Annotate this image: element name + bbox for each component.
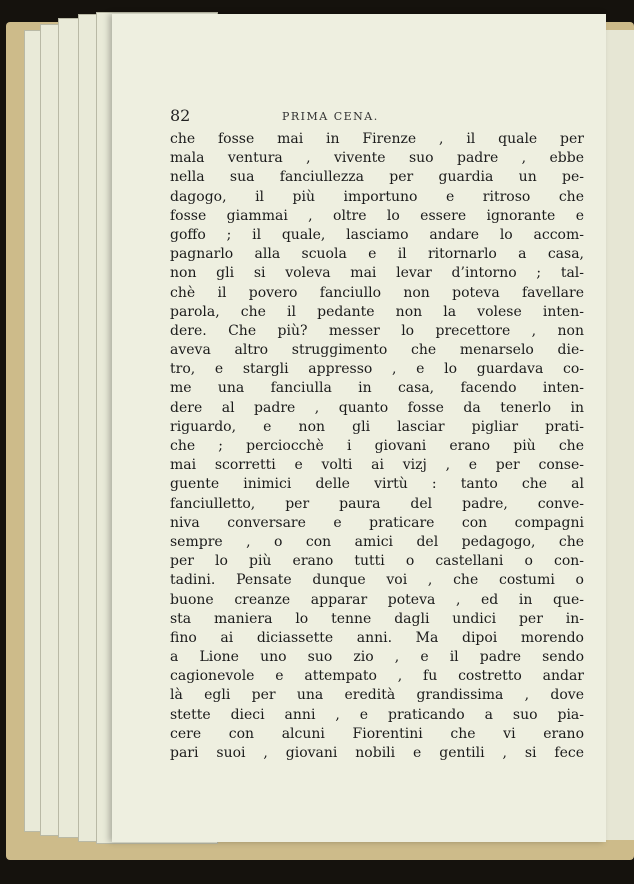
text-line: stette dieci anni , e praticando a suo pia-	[170, 706, 584, 723]
text-line: non gli si voleva mai levar d’intorno ; tal-	[170, 265, 584, 282]
text-line: cere con alcuni Fiorentini che vi erano	[170, 725, 584, 742]
text-line: parola, che il pedante non la volese inten-	[170, 303, 584, 320]
text-line: buone creanze apparar poteva , ed in que-	[170, 591, 584, 608]
text-line: mala ventura , vivente suo padre , ebbe	[170, 150, 584, 167]
text-line: fanciulletto, per paura del padre, conve-	[170, 495, 584, 512]
running-title: PRIMA CENA.	[282, 110, 379, 123]
text-line: pagnarlo alla scuola e il ritornarlo a casa,	[170, 246, 584, 263]
text-line: che ; perciocchè i giovani erano più che	[170, 438, 584, 454]
text-line: fino ai diciassette anni. Ma dipoi morendo	[170, 629, 584, 646]
text-line: cagionevole e attempato , fu costretto andar	[170, 668, 584, 685]
text-line: là egli per una eredità grandissima , dove	[170, 687, 584, 704]
text-line: che fosse mai in Firenze , il quale per	[170, 131, 584, 147]
text-line: tro, e stargli appresso , e lo guardava co-	[170, 361, 584, 378]
page-number: 82	[170, 106, 191, 125]
body-text	[170, 130, 584, 763]
text-line: riguardo, e non gli lasciar pigliar prati-	[170, 418, 584, 435]
text-line: per lo più erano tutti o castellani o con-	[170, 553, 584, 570]
text-line: sempre , o con amici del pedagogo, che	[170, 533, 584, 550]
text-line: fosse giammai , oltre lo essere ignorante e	[170, 207, 584, 224]
text-line: nella sua fanciullezza per guardia un pe-	[170, 169, 584, 186]
text-line: niva conversare e praticare con compagni	[170, 514, 584, 531]
text-line: guente inimici delle virtù : tanto che al	[170, 476, 584, 493]
text-line: pari suoi , giovani nobili e gentili , si fece	[170, 745, 584, 761]
facing-page-edge	[605, 30, 634, 840]
page-header	[170, 106, 470, 132]
text-line: dagogo, il più importuno e ritroso che	[170, 188, 584, 205]
text-line: mai scorretti e volti ai vizj , e per conse-	[170, 457, 584, 474]
text-line: chè il povero fanciullo non poteva favellare	[170, 284, 584, 301]
text-line: dere al padre , quanto fosse da tenerlo in	[170, 399, 584, 416]
text-line: aveva altro struggimento che menarselo die-	[170, 342, 584, 359]
text-line: dere. Che più? messer lo precettore , non	[170, 322, 584, 339]
text-line: sta maniera lo tenne dagli undici per in-	[170, 610, 584, 627]
text-line: me una fanciulla in casa, facendo inten-	[170, 380, 584, 397]
text-line: a Lione uno suo zio , e il padre sendo	[170, 649, 584, 666]
text-line: tadini. Pensate dunque voi , che costumi o	[170, 572, 584, 589]
text-line: goffo ; il quale, lasciamo andare lo accom-	[170, 226, 584, 243]
